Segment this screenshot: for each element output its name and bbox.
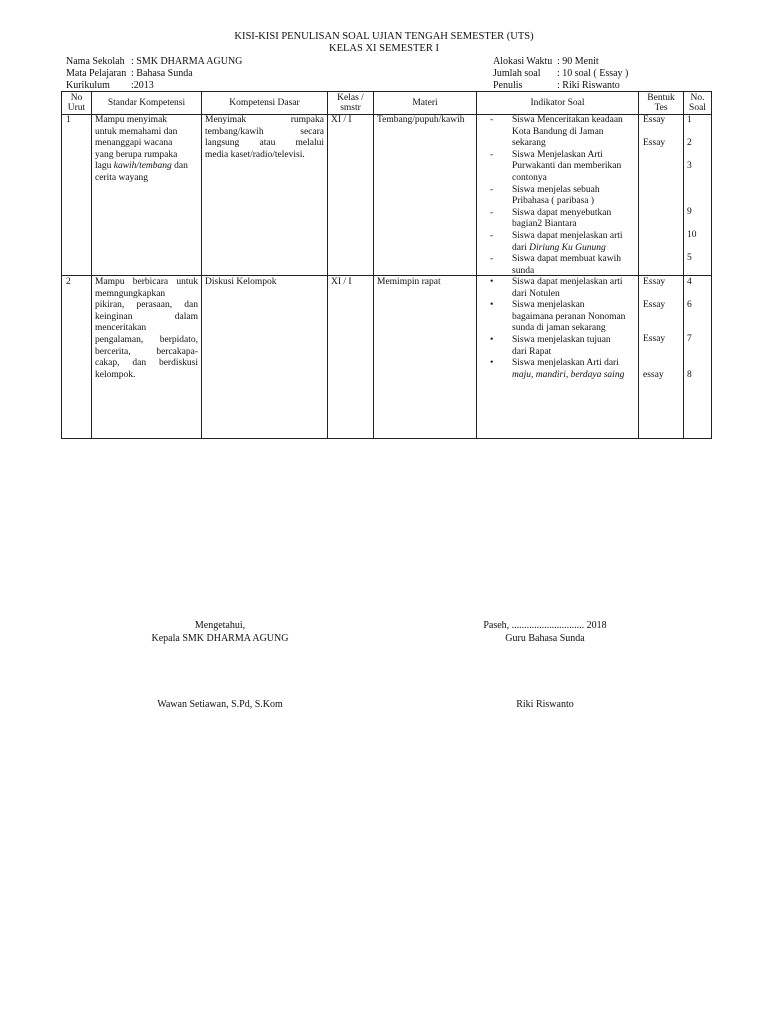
row2-sk-line9: kelompok. (95, 369, 136, 380)
sign-left-name: Wawan Setiawan, S.Pd, S.Kom (157, 699, 283, 710)
row1-ind2-dash: - (490, 149, 494, 160)
row1-materi: Tembang/pupuh/kawih (377, 115, 465, 125)
row1-soal-6: 5 (687, 253, 692, 263)
row2-sk-line1: Mampu berbicara untuk (95, 277, 198, 287)
row1-ind6-line1: Siswa dapat membuat kawih (512, 254, 621, 265)
row2-ind3-bullet: • (490, 334, 494, 345)
row2-indikator-item-2 (490, 300, 637, 335)
row1-sk-line2: untuk memahami dan (95, 126, 178, 137)
row1-ind5-dash: - (490, 230, 494, 241)
row1-indikator-item-3 (490, 184, 637, 208)
row1-soal-4: 9 (687, 207, 692, 217)
row2-standar-kompetensi (95, 277, 198, 381)
info-jumlah-label: Jumlah soal (493, 68, 541, 79)
header-soal-line1: No. (690, 92, 705, 103)
row2-ind2-bullet: • (490, 300, 494, 311)
row2-soal-3: 7 (687, 334, 692, 344)
row1-kd-line2: tembang/kawih secara (205, 126, 324, 137)
row2-soal-4: 8 (687, 370, 692, 380)
info-sekolah-value: : SMK DHARMA AGUNG (131, 56, 243, 67)
sign-right-name: Riki Riswanto (516, 699, 574, 710)
row1-ind3-line2: Pribahasa ( paribasa ) (512, 196, 595, 207)
row1-ind2-line3: contonya (512, 172, 547, 183)
row2-soal-2: 6 (687, 300, 692, 310)
row1-indikator-item-6 (490, 254, 637, 277)
info-alokasi-value: : 90 Menit (557, 56, 599, 67)
row1-ind2-line2: Purwakanti dan memberikan (512, 161, 622, 172)
info-mapel-value: : Bahasa Sunda (131, 68, 193, 79)
row2-ind1-line1: Siswa dapat menjelaskan arti (512, 277, 623, 287)
row1-indikator-item-2 (490, 149, 637, 185)
row1-ind1-line2: Kota Bandung di Jaman (512, 126, 604, 137)
row1-indikator-list (490, 115, 637, 277)
row1-ind4-dash: - (490, 207, 494, 218)
row2-ind2-line1: Siswa menjelaskan (512, 300, 585, 311)
row1-kd-line4: media kaset/radio/televisi. (205, 149, 305, 160)
row1-kompetensi-dasar (205, 115, 324, 161)
row1-ind3-dash: - (490, 184, 494, 195)
row1-ind4-line1: Siswa dapat menyebutkan (512, 207, 612, 218)
sign-left-mengetahui: Mengetahui, (194, 620, 246, 631)
header-kelas-smstr (328, 92, 373, 114)
row2-ind3-line1: Siswa menjelaskan tujuan (512, 334, 611, 345)
document-title: KISI-KISI PENULISAN SOAL UJIAN TENGAH SEMESTER (UTS) (234, 31, 534, 42)
row1-kd-line3: langsung atau melalui (205, 138, 324, 149)
row2-sk-line2: memngungkapkan (95, 288, 166, 299)
row1-soal-3: 3 (687, 161, 692, 171)
row2-bentuk-1: Essay (643, 277, 666, 287)
row1-ind6-dash: - (490, 254, 494, 265)
row2-sk-line4: keinginan dalam (95, 311, 198, 322)
row2-no: 2 (66, 277, 71, 287)
row2-sk-line3: pikiran, perasaan, dan (95, 300, 198, 311)
row2-sk-line5: menceritakan (95, 323, 147, 334)
row1-ind5-line1: Siswa dapat menjelaskan arti (512, 230, 623, 241)
row1-ind2-line1: Siswa Menjelaskan Arti (512, 149, 603, 160)
header-no-urut (62, 92, 91, 114)
header-kompetensi-dasar: Kompetensi Dasar (229, 97, 300, 108)
row2-ind1-line2: dari Notulen (512, 288, 560, 299)
row2-indikator-item-1 (490, 277, 637, 300)
row2-indikator-item-3 (490, 334, 637, 358)
row1-soal-1: 1 (687, 115, 692, 125)
info-penulis-value: : Riki Riswanto (557, 80, 620, 91)
header-bentuk-line1: Bentuk (647, 92, 675, 103)
header-no-line1: No (70, 92, 83, 103)
row2-ind3-line2: dari Rapat (512, 346, 552, 357)
row1-sk-line5 (95, 161, 198, 173)
row2-ind2-line2: bagaimana peranan Nonoman (512, 311, 626, 322)
row2-sk-line8: cakap, dan berdiskusi (95, 358, 198, 369)
row2-indikator-item-4 (490, 358, 637, 381)
row1-sk-line5c: dan (171, 161, 188, 172)
info-sekolah-label: Nama Sekolah (66, 56, 125, 67)
header-kelas-line2: smstr (340, 103, 361, 113)
row2-indikator-list (490, 277, 637, 381)
row1-indikator-item-5 (490, 230, 637, 254)
row1-sk-line6: cerita wayang (95, 172, 149, 183)
header-soal-line2: Soal (689, 103, 706, 113)
row1-sk-line5b: kawih/tembang (113, 161, 172, 172)
header-standar-kompetensi: Standar Kompetensi (107, 97, 186, 108)
header-no-soal (684, 92, 711, 114)
row2-ind4-bullet: • (490, 358, 494, 369)
row2-sk-line7: bercerita, bercakapa- (95, 346, 198, 357)
info-jumlah-value: : 10 soal ( Essay ) (557, 68, 629, 79)
header-bentuk-tes (639, 92, 683, 114)
row2-ind4-line1: Siswa menjelaskan Arti dari (512, 358, 619, 369)
info-penulis-label: Penulis (493, 80, 523, 91)
row1-ind1-dash: - (490, 115, 494, 125)
info-mapel-label: Mata Pelajaran (66, 68, 127, 79)
row2-sk-line6: pengalaman, berpidato, (95, 334, 198, 345)
info-kurikulum-value: :2013 (131, 80, 154, 91)
row1-bentuk-2: Essay (643, 138, 666, 148)
row2-ind4-line2: maju, mandiri, berdaya saing (512, 369, 625, 380)
document-subtitle: KELAS XI SEMESTER I (329, 43, 439, 54)
row2-bentuk-3: Essay (643, 334, 666, 344)
row1-ind5-line2 (512, 243, 637, 255)
row1-no: 1 (66, 115, 71, 125)
row1-indikator-item-4 (490, 207, 637, 231)
row1-sk-line4: yang berupa rumpaka (95, 149, 178, 160)
header-bentuk-line2: Tes (654, 103, 668, 113)
row1-ind4-line2: bagian2 Biantara (512, 219, 577, 230)
row1-soal-2: 2 (687, 138, 692, 148)
sign-right-title: Guru Bahasa Sunda (505, 633, 585, 644)
row1-sk-line5a: lagu (95, 161, 114, 172)
info-alokasi-label: Alokasi Waktu (493, 56, 553, 67)
row2-ind1-bullet: • (490, 277, 494, 287)
row1-ind1-line3: sekarang (512, 138, 546, 149)
row1-standar-kompetensi (95, 115, 198, 185)
row2-bentuk-2: Essay (643, 300, 666, 310)
row2-bentuk-4: essay (643, 370, 664, 380)
row1-bentuk-1: Essay (643, 115, 666, 125)
row1-ind6-line2: sunda (512, 265, 535, 276)
row1-ind5-line2a: dari (512, 242, 530, 253)
row1-ind5-line2b: Diriung Ku Gunung (529, 242, 606, 253)
row2-soal-1: 4 (687, 277, 692, 287)
row1-sk-line1: Mampu menyimak (95, 115, 168, 125)
row2-kompetensi-dasar: Diskusi Kelompok (205, 277, 277, 287)
row1-ind1-line1: Siswa Menceritakan keadaan (512, 115, 623, 125)
row1-sk-line3: menanggapi wacana (95, 138, 173, 149)
header-materi: Materi (412, 97, 438, 108)
info-kurikulum-label: Kurikulum (66, 80, 110, 91)
row2-ind2-line3: sunda di jaman sekarang (512, 323, 606, 334)
row1-kd-line1: Menyimak rumpaka (205, 115, 324, 125)
row1-soal-5: 10 (687, 230, 697, 240)
sign-right-place-date: Paseh, ............................. 2018 (483, 620, 607, 631)
row1-ind3-line1: Siswa menjelas sebuah (512, 184, 600, 195)
row2-materi: Memimpin rapat (377, 277, 441, 287)
row1-indikator-item-1 (490, 115, 637, 150)
header-indikator-soal: Indikator Soal (530, 97, 585, 108)
sign-left-title: Kepala SMK DHARMA AGUNG (151, 633, 289, 644)
row2-kelas: XI / I (331, 277, 352, 287)
header-kelas-line1: Kelas / (337, 92, 364, 103)
header-no-line2: Urut (67, 103, 86, 113)
row1-kelas: XI / I (331, 115, 352, 125)
